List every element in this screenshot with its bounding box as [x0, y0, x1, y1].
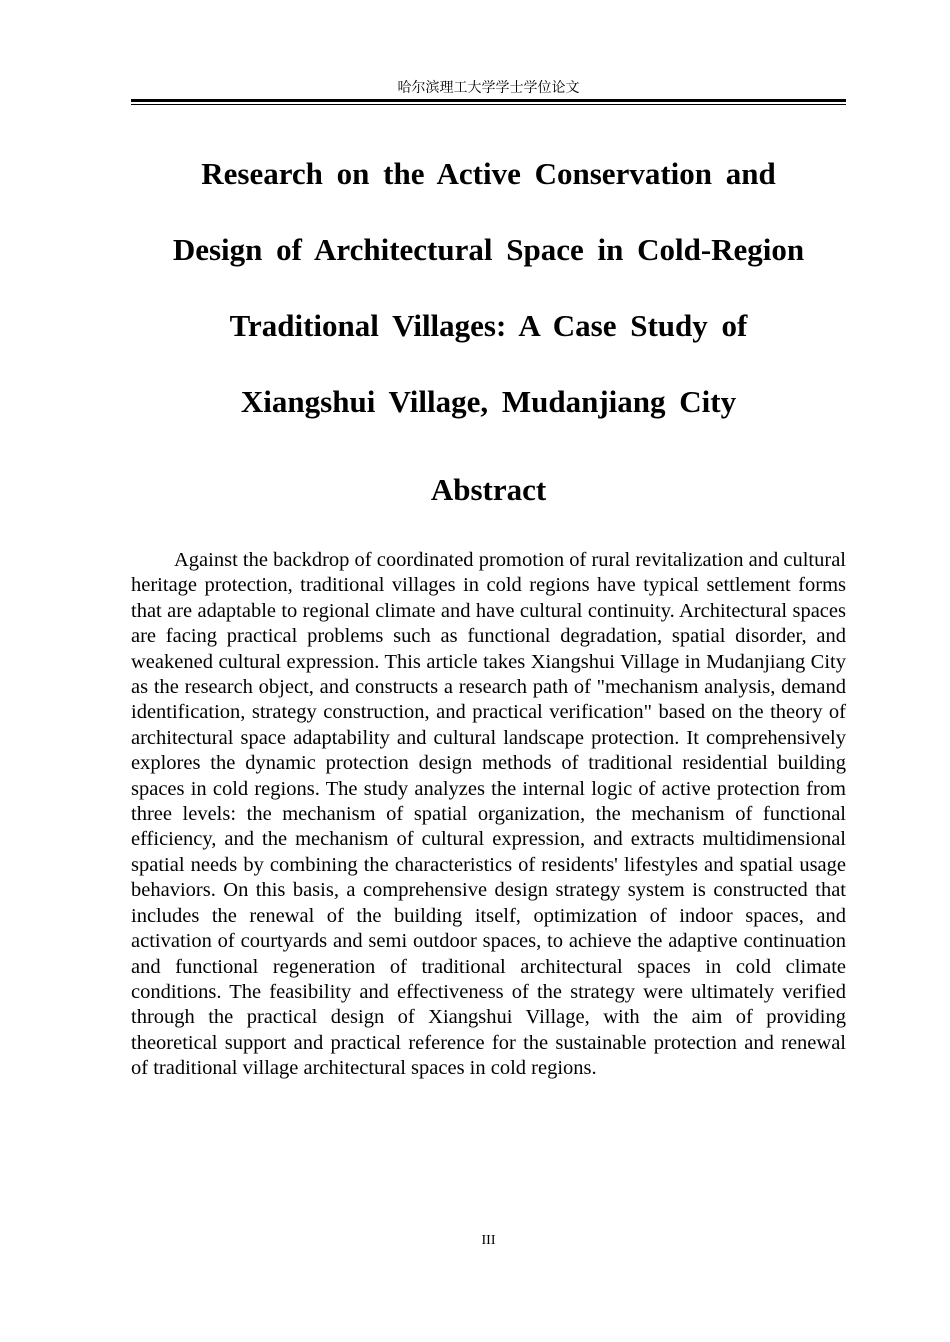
title-line-3: Traditional Villages: A Case Study of — [229, 308, 748, 343]
title-line-2: Design of Architectural Space in Cold-Region — [172, 232, 805, 267]
running-header: 哈尔滨理工大学学士学位论文 — [397, 81, 580, 96]
title-line-1: Research on the Active Conservation and — [201, 156, 776, 191]
header-rule-thin — [131, 104, 846, 105]
page-number: III — [481, 1233, 496, 1248]
title-line-4: Xiangshui Village, Mudanjiang City — [240, 384, 737, 419]
thesis-title — [131, 136, 846, 440]
abstract-body: Against the backdrop of coordinated promotion of rural revitalization and cultural heritage protection, traditional villages in cold regions have typical settlement forms that are adaptable to regional climate and have cultural continuity. Architectural spaces are facing practical problems such as functional degradation, spatial disorder, and weakened cultural expression. This article takes Xiangshui Village in Mudanjiang City as the research object, and constructs a research path of "mechanism analysis, demand identification, strategy construction, and practical verification" based on the theory of architectural space adaptability and cultural landscape protection. It comprehensively explores the dynamic protection design methods of traditional residential building spaces in cold regions. The study analyzes the internal logic of active protection from three levels: the mechanism of spatial organization, the mechanism of functional efficiency, and the mechanism of cultural expression, and extracts multidimensional spatial needs by combining the characteristics of residents' lifestyles and spatial usage behaviors. On this basis, a comprehensive design strategy system is constructed that includes the renewal of the building itself, optimization of indoor spaces, and activation of courtyards and semi outdoor spaces, to achieve the adaptive continuation and functional regeneration of traditional architectural spaces in cold climate conditions. The feasibility and effectiveness of the strategy were ultimately verified through the practical design of Xiangshui Village, with the aim of providing theoretical support and practical reference for the sustainable protection and renewal of traditional village architectural spaces in cold regions. — [131, 549, 846, 1080]
header-rule-thick — [131, 99, 846, 102]
abstract-heading: Abstract — [430, 472, 547, 507]
